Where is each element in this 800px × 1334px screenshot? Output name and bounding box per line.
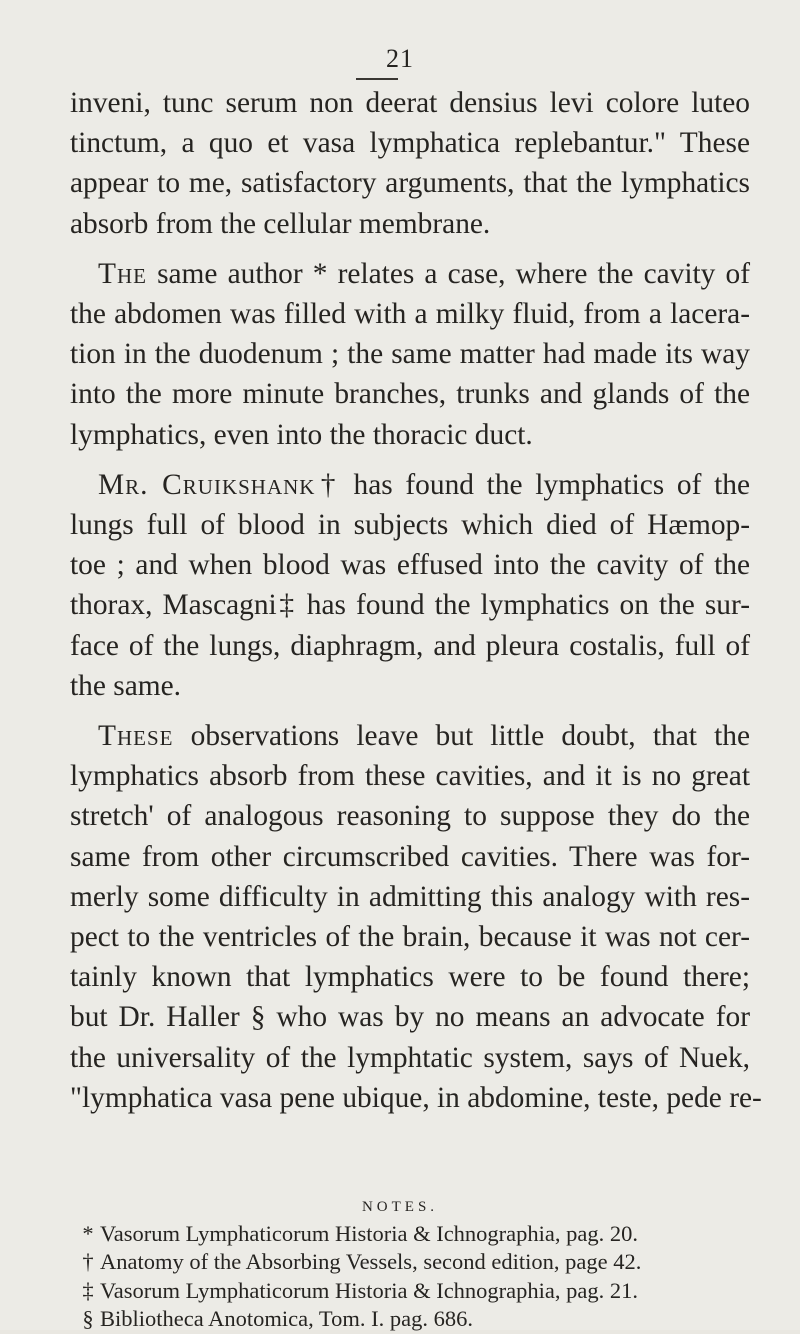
page-number: 21	[386, 44, 414, 73]
header-rule	[356, 78, 398, 80]
text-line-content: same author * relates a case, where the cavity of	[146, 257, 750, 290]
text-line: tinctum, a quo et vasa lymphatica replebantur." These	[70, 127, 750, 160]
footnote-text: Anatomy of the Absorbing Vessels, second edition, page 42.	[100, 1249, 642, 1275]
text-line	[70, 716, 750, 756]
text-line-content: observations leave but little doubt, that the	[173, 720, 750, 753]
text-line: appear to me, satisfactory arguments, that the lymphatics	[70, 167, 750, 200]
footnote	[76, 1248, 736, 1276]
text-line: but Dr. Haller § who was by no means an advocate for	[70, 1001, 750, 1034]
footnote	[76, 1277, 736, 1305]
paragraph-1	[70, 83, 750, 244]
footnote-mark: †	[82, 1249, 94, 1275]
paragraph-3	[70, 465, 750, 706]
footnote-text: Vasorum Lymphaticorum Historia & Ichnographia, pag. 20.	[100, 1221, 639, 1246]
footnote-mark: *	[82, 1221, 94, 1246]
paragraph-2	[70, 254, 750, 455]
text-line: absorb from the cellular membrane.	[70, 207, 491, 240]
text-line: face of the lungs, diaphragm, and pleura costalis, full of	[70, 629, 750, 662]
text-line: toe ; and when blood was effused into the cavity of the	[70, 549, 750, 582]
footnote-text: Bibliotheca Anotomica, Tom. I. pag. 686.	[100, 1306, 473, 1332]
text-line: pect to the ventricles of the brain, because it was not cer-	[70, 921, 750, 954]
text-line: lungs full of blood in subjects which died of Hæmop-	[70, 509, 750, 542]
footnotes	[76, 1220, 736, 1334]
text-line: the abdomen was filled with a milky fluid, from a lacera-	[70, 298, 750, 331]
text-line: lymphatics, even into the thoracic duct.	[70, 418, 533, 451]
text-line: the same.	[70, 669, 181, 702]
text-line: the universality of the lymphtatic system, says of Nuek,	[70, 1041, 750, 1074]
paragraph-lead: Mr. Cruikshank	[98, 468, 316, 501]
footnote	[76, 1220, 736, 1248]
text-line-content: † has found the lymphatics of the	[315, 468, 750, 501]
text-line: "lymphatica vasa pene ubique, in abdomine, teste, pede re-	[70, 1081, 762, 1114]
notes-heading: NOTES.	[361, 1199, 439, 1215]
text-line: into the more minute branches, trunks and glands of the	[70, 378, 750, 411]
text-line: thorax, Mascagni‡ has found the lymphatics on the sur-	[70, 589, 750, 622]
text-line	[70, 465, 750, 505]
text-line: tainly known that lymphatics were to be found there;	[70, 961, 750, 994]
text-line	[70, 254, 750, 294]
footnote	[76, 1305, 736, 1333]
footnote-text: Vasorum Lymphaticorum Historia & Ichnographia, pag. 21.	[100, 1277, 639, 1303]
text-line: inveni, tunc serum non deerat densius levi colore luteo	[70, 87, 750, 119]
footnote-mark: §	[82, 1306, 94, 1332]
text-line: lymphatics absorb from these cavities, and it is no great	[70, 760, 750, 793]
body-text	[70, 83, 762, 1128]
text-line: merly some difficulty in admitting this analogy with res-	[70, 880, 750, 913]
paragraph-lead: These	[98, 720, 174, 753]
text-line: same from other circumscribed cavities. There was for-	[70, 840, 750, 873]
paragraph-lead: The	[98, 257, 147, 290]
text-line: stretch' of analogous reasoning to suppose they do the	[70, 800, 750, 833]
footnote-mark: ‡	[82, 1277, 94, 1303]
text-line: tion in the duodenum ; the same matter had made its way	[70, 338, 750, 371]
paragraph-4	[70, 716, 762, 1118]
